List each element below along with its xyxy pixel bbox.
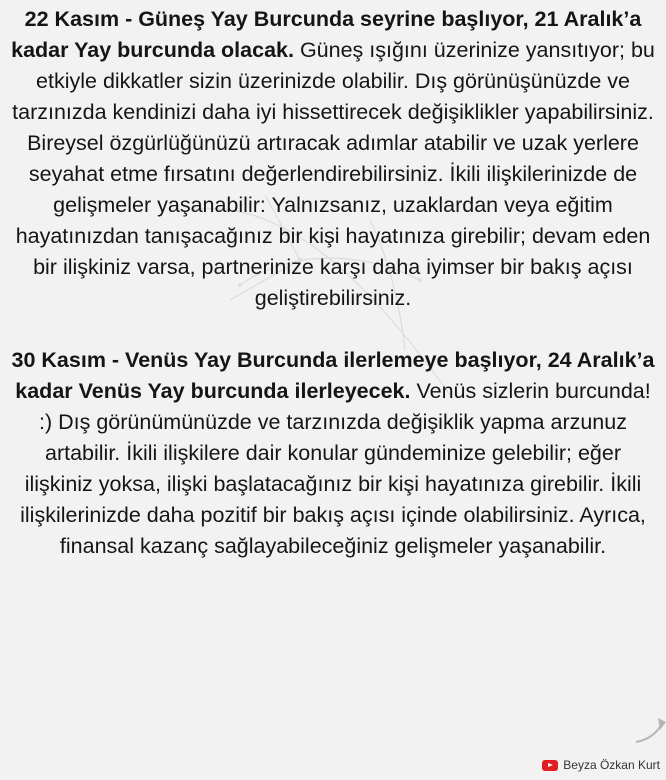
transit-body: Güneş ışığını üzerinize yansıtıyor; bu etkiyle dikkatler sizin üzerinizde olabilir. Dış görünüşünüzde ve tarzınızda kendinizi daha iyi hissettirecek değişiklikler yapabilirsiniz. Bireysel özgürlüğünüzü artıracak adımlar atabilir ve uzak yerlere seyahat etme fırsatını değerlendirebilirsiniz. İkili ilişkilerinizde de gelişmeler yaşanabilir: Yalnızsanız, uzaklardan veya eğitim hayatınızdan tanışacağınız bir kişi hayatınıza girebilir; devam eden bir ilişkiniz varsa, partnerinize karşı daha iyimser bir bakış açısı geliştirebilirsiniz. — [12, 38, 655, 310]
transit-section-sun — [0, 4, 666, 314]
arrow-decoration-icon — [636, 712, 666, 758]
horoscope-text — [0, 4, 666, 562]
transit-heading: 30 Kasım - Venüs Yay Burcunda ilerlemeye başlıyor, 24 Aralık’a kadar Venüs Yay burcunda ilerleyecek. — [11, 348, 655, 403]
transit-body: Venüs sizlerin burcunda! :) Dış görünümünüzde ve tarzınızda değişiklik yapma arzunuz artabilir. İkili ilişkilere dair konular gündeminize gelebilir; eğer ilişkiniz yoksa, ilişki başlatacağınız bir kişi hayatınıza girebilir. İkili ilişkilerinizde daha pozitif bir bakış açısı içinde olabilirsiniz. Ayrıca, finansal kazanç sağlayabileceğiniz gelişmeler yaşanabilir. — [20, 379, 651, 558]
youtube-icon — [542, 760, 558, 771]
transit-paragraph — [0, 345, 666, 562]
transit-paragraph — [0, 4, 666, 314]
transit-heading: 22 Kasım - Güneş Yay Burcunda seyrine başlıyor, 21 Aralık’a kadar Yay burcunda olacak. — [11, 7, 642, 62]
transit-section-venus — [0, 345, 666, 562]
channel-credit — [542, 758, 660, 772]
channel-name: Beyza Özkan Kurt — [563, 758, 660, 772]
